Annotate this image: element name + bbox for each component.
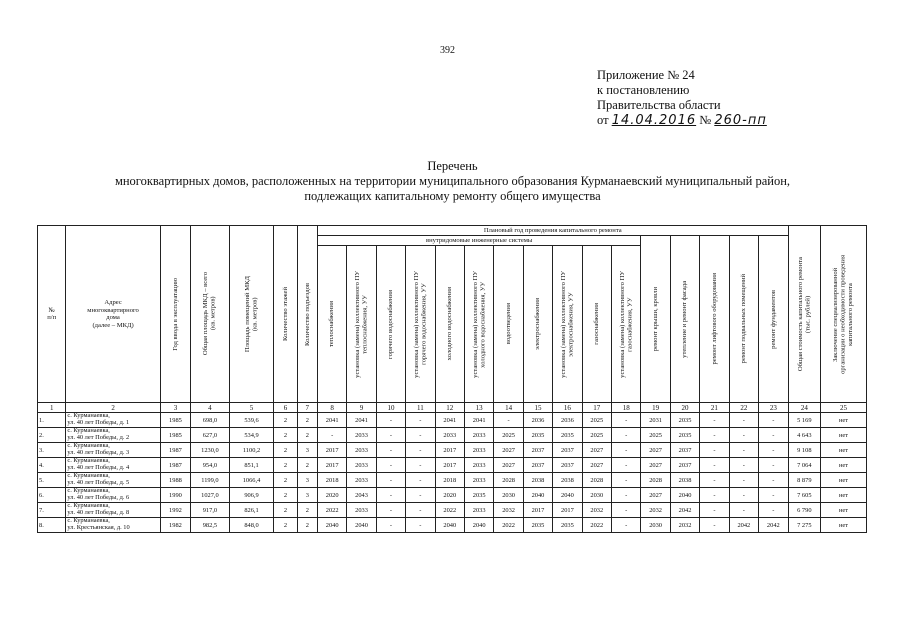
row-address-street: ул. 40 лет Победы, д. 6 — [67, 494, 130, 501]
header-foundation: ремонт фундаментов — [759, 236, 789, 403]
table-cell: - — [612, 503, 641, 518]
table-cell: 2025 — [582, 413, 611, 428]
table-cell: 2035 — [523, 518, 552, 533]
table-cell: - — [406, 428, 435, 443]
column-number: 8 — [317, 403, 346, 413]
table-cell: нет — [821, 503, 867, 518]
table-cell: 2028 — [494, 473, 523, 488]
table-cell: - — [700, 488, 729, 503]
table-cell: - — [729, 458, 758, 473]
table-cell: 4 643 — [788, 428, 820, 443]
header-address-l1: Адрес — [104, 299, 122, 306]
row-address — [66, 473, 160, 488]
table-row — [38, 443, 867, 458]
column-number: 5 — [229, 403, 274, 413]
table-cell: 2022 — [494, 518, 523, 533]
header-system-5: холодного водоснабжения — [435, 246, 464, 403]
table-cell: 2 — [297, 413, 317, 428]
table-cell: 2040 — [670, 488, 699, 503]
row-address — [66, 413, 160, 428]
document-title — [0, 159, 905, 204]
table-cell: - — [612, 518, 641, 533]
table-cell: 534,9 — [229, 428, 274, 443]
column-number: 2 — [66, 403, 160, 413]
row-address-street: ул. Крестьянская, д. 10 — [67, 524, 130, 531]
table-cell: - — [376, 503, 405, 518]
table-cell: 2041 — [317, 413, 346, 428]
header-system-2: установка (замена) коллективного ПУ теплоснабжения, УУ — [347, 246, 376, 403]
table-cell: - — [406, 473, 435, 488]
table-cell: 2033 — [347, 458, 376, 473]
table-cell: - — [406, 413, 435, 428]
table-cell: 2040 — [523, 488, 552, 503]
table-cell: 2018 — [435, 473, 464, 488]
table-cell: нет — [821, 458, 867, 473]
table-cell: 2017 — [317, 443, 346, 458]
table-cell: 2040 — [464, 518, 493, 533]
houses-table — [37, 225, 867, 533]
row-address-locality: с. Курманаевка, — [67, 442, 110, 450]
table-cell: 2037 — [553, 458, 582, 473]
row-address-locality: с. Курманаевка, — [67, 517, 110, 525]
table-cell: - — [612, 458, 641, 473]
table-cell: 2041 — [347, 413, 376, 428]
table-cell: 2033 — [464, 458, 493, 473]
table-cell: 2 — [274, 443, 297, 458]
table-cell: 1985 — [160, 413, 190, 428]
header-system-11: установка (замена) коллективного ПУ газоснабжения, УУ — [612, 246, 641, 403]
handwritten-date: 14.04.2016 — [611, 113, 697, 128]
header-floors: Количество этажей — [274, 226, 297, 403]
table-cell: 2017 — [317, 458, 346, 473]
table-cell: 2 — [274, 428, 297, 443]
table-cell: 2042 — [759, 518, 789, 533]
header-basement: ремонт подвальных помещений — [729, 236, 758, 403]
table-cell: 2 — [297, 428, 317, 443]
table-cell: 2037 — [553, 443, 582, 458]
row-number: 1. — [38, 413, 66, 428]
table-cell: 2020 — [317, 488, 346, 503]
table-cell: 3 — [297, 473, 317, 488]
table-cell: 5 169 — [788, 413, 820, 428]
table-cell: - — [612, 428, 641, 443]
table-cell: 2 — [274, 518, 297, 533]
table-cell: - — [376, 473, 405, 488]
table-cell: 2035 — [523, 428, 552, 443]
table-cell: - — [759, 428, 789, 443]
table-cell: 1027,0 — [191, 488, 230, 503]
table-cell: - — [406, 518, 435, 533]
column-number: 23 — [759, 403, 789, 413]
table-cell: 954,0 — [191, 458, 230, 473]
table-cell: 2033 — [464, 443, 493, 458]
table-cell: 2027 — [641, 488, 670, 503]
table-cell: 2027 — [582, 443, 611, 458]
table-cell: 906,9 — [229, 488, 274, 503]
table-cell: 2033 — [347, 428, 376, 443]
table-cell: - — [612, 488, 641, 503]
table-cell: 6 790 — [788, 503, 820, 518]
table-cell: 2 — [297, 518, 317, 533]
table-cell: 2035 — [553, 428, 582, 443]
table-cell: - — [700, 428, 729, 443]
table-cell: - — [376, 458, 405, 473]
header-conclusion: Заключение специализированной организации о необходимости проведения капитального ремонта — [821, 226, 867, 403]
table-cell: - — [759, 503, 789, 518]
row-address-locality: с. Курманаевка, — [67, 457, 110, 465]
table-cell: нет — [821, 428, 867, 443]
column-number: 17 — [582, 403, 611, 413]
table-cell: 2036 — [523, 413, 552, 428]
table-cell: 3 — [297, 443, 317, 458]
table-cell: - — [700, 413, 729, 428]
column-number: 4 — [191, 403, 230, 413]
table-cell: 2025 — [494, 428, 523, 443]
column-number: 6 — [274, 403, 297, 413]
handwritten-number: 260-пп — [714, 113, 767, 128]
table-cell: 851,1 — [229, 458, 274, 473]
table-cell: 627,0 — [191, 428, 230, 443]
table-cell: - — [729, 473, 758, 488]
header-plan-year: Плановый год проведения капитального ремонта — [317, 226, 788, 236]
table-cell: 698,0 — [191, 413, 230, 428]
table-cell: - — [376, 443, 405, 458]
header-system-1: теплоснабжения — [317, 246, 346, 403]
table-cell: 2033 — [347, 443, 376, 458]
table-cell: 2022 — [435, 503, 464, 518]
column-number: 11 — [406, 403, 435, 413]
table-cell: 2035 — [670, 428, 699, 443]
table-cell: 3 — [297, 488, 317, 503]
table-cell: 8 879 — [788, 473, 820, 488]
table-cell: 2032 — [641, 503, 670, 518]
column-number: 22 — [729, 403, 758, 413]
row-address-street: ул. 40 лет Победы, д. 4 — [67, 464, 130, 471]
table-cell: 2035 — [464, 488, 493, 503]
table-cell: 2017 — [523, 503, 552, 518]
table-cell: 2032 — [494, 503, 523, 518]
column-number: 13 — [464, 403, 493, 413]
column-number: 10 — [376, 403, 405, 413]
table-cell: 2041 — [435, 413, 464, 428]
header-cost: Общая стоимость капитального ремонта (тыс. рублей) — [788, 226, 820, 403]
column-number: 12 — [435, 403, 464, 413]
table-cell: 2040 — [553, 488, 582, 503]
table-cell: 2030 — [641, 518, 670, 533]
table-cell: - — [376, 488, 405, 503]
table-cell: 2 — [274, 458, 297, 473]
table-cell: - — [376, 518, 405, 533]
table-cell: - — [406, 488, 435, 503]
column-number: 18 — [612, 403, 641, 413]
table-cell: нет — [821, 518, 867, 533]
header-year: Год ввода в эксплуатацию — [160, 226, 190, 403]
table-cell: 2032 — [582, 503, 611, 518]
table-cell: 2017 — [553, 503, 582, 518]
table-cell: - — [759, 488, 789, 503]
row-number: 5. — [38, 473, 66, 488]
row-number: 6. — [38, 488, 66, 503]
table-cell: 2037 — [670, 458, 699, 473]
table-cell: 2 — [274, 413, 297, 428]
header-address — [66, 226, 160, 403]
table-cell: 2018 — [317, 473, 346, 488]
table-cell: 2033 — [347, 503, 376, 518]
table-cell: - — [759, 413, 789, 428]
table-cell: - — [729, 488, 758, 503]
header-system-9: установка (замена) коллективного ПУ электроснабжения, УУ — [553, 246, 582, 403]
table-cell: 2036 — [553, 413, 582, 428]
table-cell: 2 — [297, 458, 317, 473]
table-cell: 1987 — [160, 443, 190, 458]
column-number: 7 — [297, 403, 317, 413]
table-cell: нет — [821, 488, 867, 503]
header-system-7: водоотведения — [494, 246, 523, 403]
header-system-4: установка (замена) коллективного ПУ горячего водоснабжения, УУ — [406, 246, 435, 403]
row-number: 3. — [38, 443, 66, 458]
table-cell: - — [729, 443, 758, 458]
row-address-locality: с. Курманаевка, — [67, 472, 110, 480]
table-cell: 1985 — [160, 428, 190, 443]
table-cell: 2038 — [553, 473, 582, 488]
column-number: 21 — [700, 403, 729, 413]
table-row — [38, 518, 867, 533]
table-cell: 2043 — [347, 488, 376, 503]
table-cell: 2033 — [464, 428, 493, 443]
table-cell: 2037 — [523, 458, 552, 473]
table-cell: 2038 — [670, 473, 699, 488]
header-facade: утепление и ремонт фасада — [670, 236, 699, 403]
table-cell: 1987 — [160, 458, 190, 473]
row-address-locality: с. Курманаевка, — [67, 427, 110, 435]
table-cell: - — [406, 503, 435, 518]
appendix-line-3: Правительства области — [597, 98, 721, 112]
row-address-street: ул. 40 лет Победы, д. 1 — [67, 419, 130, 426]
table-cell: 1199,0 — [191, 473, 230, 488]
row-address-street: ул. 40 лет Победы, д. 8 — [67, 509, 130, 516]
appendix-date-line — [597, 113, 767, 128]
appendix-line-1: Приложение № 24 — [597, 68, 695, 82]
table-cell: 7 605 — [788, 488, 820, 503]
header-address-l4: (далее – МКД) — [92, 321, 134, 329]
table-cell: 1992 — [160, 503, 190, 518]
table-cell: 2035 — [553, 518, 582, 533]
row-address — [66, 428, 160, 443]
row-address-locality: с. Курманаевка, — [67, 412, 110, 420]
row-number: 8. — [38, 518, 66, 533]
row-address-locality: с. Курманаевка, — [67, 487, 110, 495]
table-cell: 2027 — [494, 443, 523, 458]
table-cell: 2037 — [523, 443, 552, 458]
table-cell: - — [612, 443, 641, 458]
table-cell: 2022 — [317, 503, 346, 518]
table-cell: 1100,2 — [229, 443, 274, 458]
row-address — [66, 443, 160, 458]
table-cell: 2032 — [670, 518, 699, 533]
column-number: 9 — [347, 403, 376, 413]
table-cell: 2028 — [582, 473, 611, 488]
column-numbers-row — [38, 403, 867, 413]
table-cell: - — [612, 473, 641, 488]
table-cell: 2030 — [582, 488, 611, 503]
title-line-2: многоквартирных домов, расположенных на территории муниципального образования Курманаевский муниципальный район, — [114, 174, 791, 188]
table-cell: - — [700, 458, 729, 473]
header-system-10: газоснабжения — [582, 246, 611, 403]
table-cell: - — [729, 428, 758, 443]
row-address-locality: с. Курманаевка, — [67, 502, 110, 510]
table-cell: 2025 — [582, 428, 611, 443]
appendix-block — [597, 68, 767, 128]
column-number: 15 — [523, 403, 552, 413]
table-cell: 2033 — [464, 503, 493, 518]
table-cell: - — [317, 428, 346, 443]
row-address-street: ул. 40 лет Победы, д. 5 — [67, 479, 130, 486]
header-area-rooms: Площадь помещений МКД (кв. метров) — [229, 226, 274, 403]
page-number: 392 — [440, 45, 455, 56]
row-address — [66, 458, 160, 473]
table-cell: нет — [821, 473, 867, 488]
table-cell: 2041 — [464, 413, 493, 428]
table-cell: 1066,4 — [229, 473, 274, 488]
table-cell: - — [376, 428, 405, 443]
table-cell: - — [700, 518, 729, 533]
table-cell: 9 108 — [788, 443, 820, 458]
table-cell: - — [729, 503, 758, 518]
title-line-3: подлежащих капитальному ремонту общего имущества — [304, 189, 601, 203]
header-lift: ремонт лифтового оборудования — [700, 236, 729, 403]
header-engineering-systems: внутридомовые инженерные системы — [317, 236, 640, 246]
column-number: 20 — [670, 403, 699, 413]
table-cell: 2038 — [523, 473, 552, 488]
header-roof: ремонт крыши, кровли — [641, 236, 670, 403]
row-address — [66, 503, 160, 518]
table-cell: 2035 — [670, 413, 699, 428]
table-cell: 2027 — [641, 458, 670, 473]
column-number: 3 — [160, 403, 190, 413]
table-cell: 2 — [274, 503, 297, 518]
title-line-1: Перечень — [427, 159, 478, 173]
header-entrances: Количество подъездов — [297, 226, 317, 403]
header-address-l3: дома — [106, 314, 120, 321]
table-cell: 2040 — [317, 518, 346, 533]
table-cell: - — [406, 443, 435, 458]
table-cell: 2022 — [582, 518, 611, 533]
table-cell: 539,6 — [229, 413, 274, 428]
table-cell: 2031 — [641, 413, 670, 428]
header-address-l2: многоквартирного — [87, 306, 139, 314]
table-cell: 2025 — [641, 428, 670, 443]
table-cell: 2040 — [435, 518, 464, 533]
table-row — [38, 488, 867, 503]
row-number: 2. — [38, 428, 66, 443]
table-cell: - — [759, 473, 789, 488]
row-address — [66, 488, 160, 503]
table-cell: 1990 — [160, 488, 190, 503]
column-number: 24 — [788, 403, 820, 413]
table-cell: 826,1 — [229, 503, 274, 518]
table-cell: 2037 — [670, 443, 699, 458]
table-cell: 1988 — [160, 473, 190, 488]
table-cell: 2030 — [494, 488, 523, 503]
table-cell: - — [700, 443, 729, 458]
table-cell: 2027 — [582, 458, 611, 473]
table-row — [38, 428, 867, 443]
table-cell: 2040 — [347, 518, 376, 533]
column-number: 14 — [494, 403, 523, 413]
row-number: 4. — [38, 458, 66, 473]
table-cell: 2033 — [347, 473, 376, 488]
table-cell: 2027 — [494, 458, 523, 473]
table-cell: 2 — [297, 503, 317, 518]
table-cell: 2033 — [464, 473, 493, 488]
table-cell: - — [406, 458, 435, 473]
table-cell: - — [729, 413, 758, 428]
table-cell: - — [612, 413, 641, 428]
table-cell: - — [494, 413, 523, 428]
table-row — [38, 458, 867, 473]
table-cell: 2017 — [435, 458, 464, 473]
table-cell: 2042 — [729, 518, 758, 533]
header-system-6: установка (замена) коллективного ПУ холодного водоснабжения, УУ — [464, 246, 493, 403]
table-cell: - — [700, 473, 729, 488]
row-address-street: ул. 40 лет Победы, д. 2 — [67, 434, 130, 441]
table-cell: 1982 — [160, 518, 190, 533]
table-cell: 2020 — [435, 488, 464, 503]
table-cell: 7 064 — [788, 458, 820, 473]
appendix-line-2: к постановлению — [597, 83, 690, 97]
column-number: 16 — [553, 403, 582, 413]
table-cell: 2028 — [641, 473, 670, 488]
date-prefix: от — [597, 113, 609, 127]
table-cell: 2033 — [435, 428, 464, 443]
row-address-street: ул. 40 лет Победы, д. 3 — [67, 449, 130, 456]
table-row — [38, 473, 867, 488]
table-cell: нет — [821, 413, 867, 428]
table-cell: - — [759, 458, 789, 473]
table-cell: 7 275 — [788, 518, 820, 533]
table-cell: - — [700, 503, 729, 518]
table-row — [38, 503, 867, 518]
column-number: 19 — [641, 403, 670, 413]
table-cell: - — [376, 413, 405, 428]
header-system-3: горячего водоснабжения — [376, 246, 405, 403]
table-row — [38, 413, 867, 428]
table-cell: 982,5 — [191, 518, 230, 533]
table-cell: 2027 — [641, 443, 670, 458]
table-cell: 917,0 — [191, 503, 230, 518]
table-cell: 848,0 — [229, 518, 274, 533]
table-cell: 1230,0 — [191, 443, 230, 458]
table-cell: 2017 — [435, 443, 464, 458]
table-cell: 2 — [274, 488, 297, 503]
table-cell: - — [759, 443, 789, 458]
header-num: № п/п — [38, 226, 66, 403]
table-cell: 2042 — [670, 503, 699, 518]
number-prefix: № — [699, 113, 712, 127]
row-number: 7. — [38, 503, 66, 518]
header-area-total: Общая площадь МКД – всего (кв. метров) — [191, 226, 230, 403]
table-cell: нет — [821, 443, 867, 458]
table-cell: 2 — [274, 473, 297, 488]
row-address — [66, 518, 160, 533]
column-number: 1 — [38, 403, 66, 413]
column-number: 25 — [821, 403, 867, 413]
header-system-8: электроснабжения — [523, 246, 552, 403]
